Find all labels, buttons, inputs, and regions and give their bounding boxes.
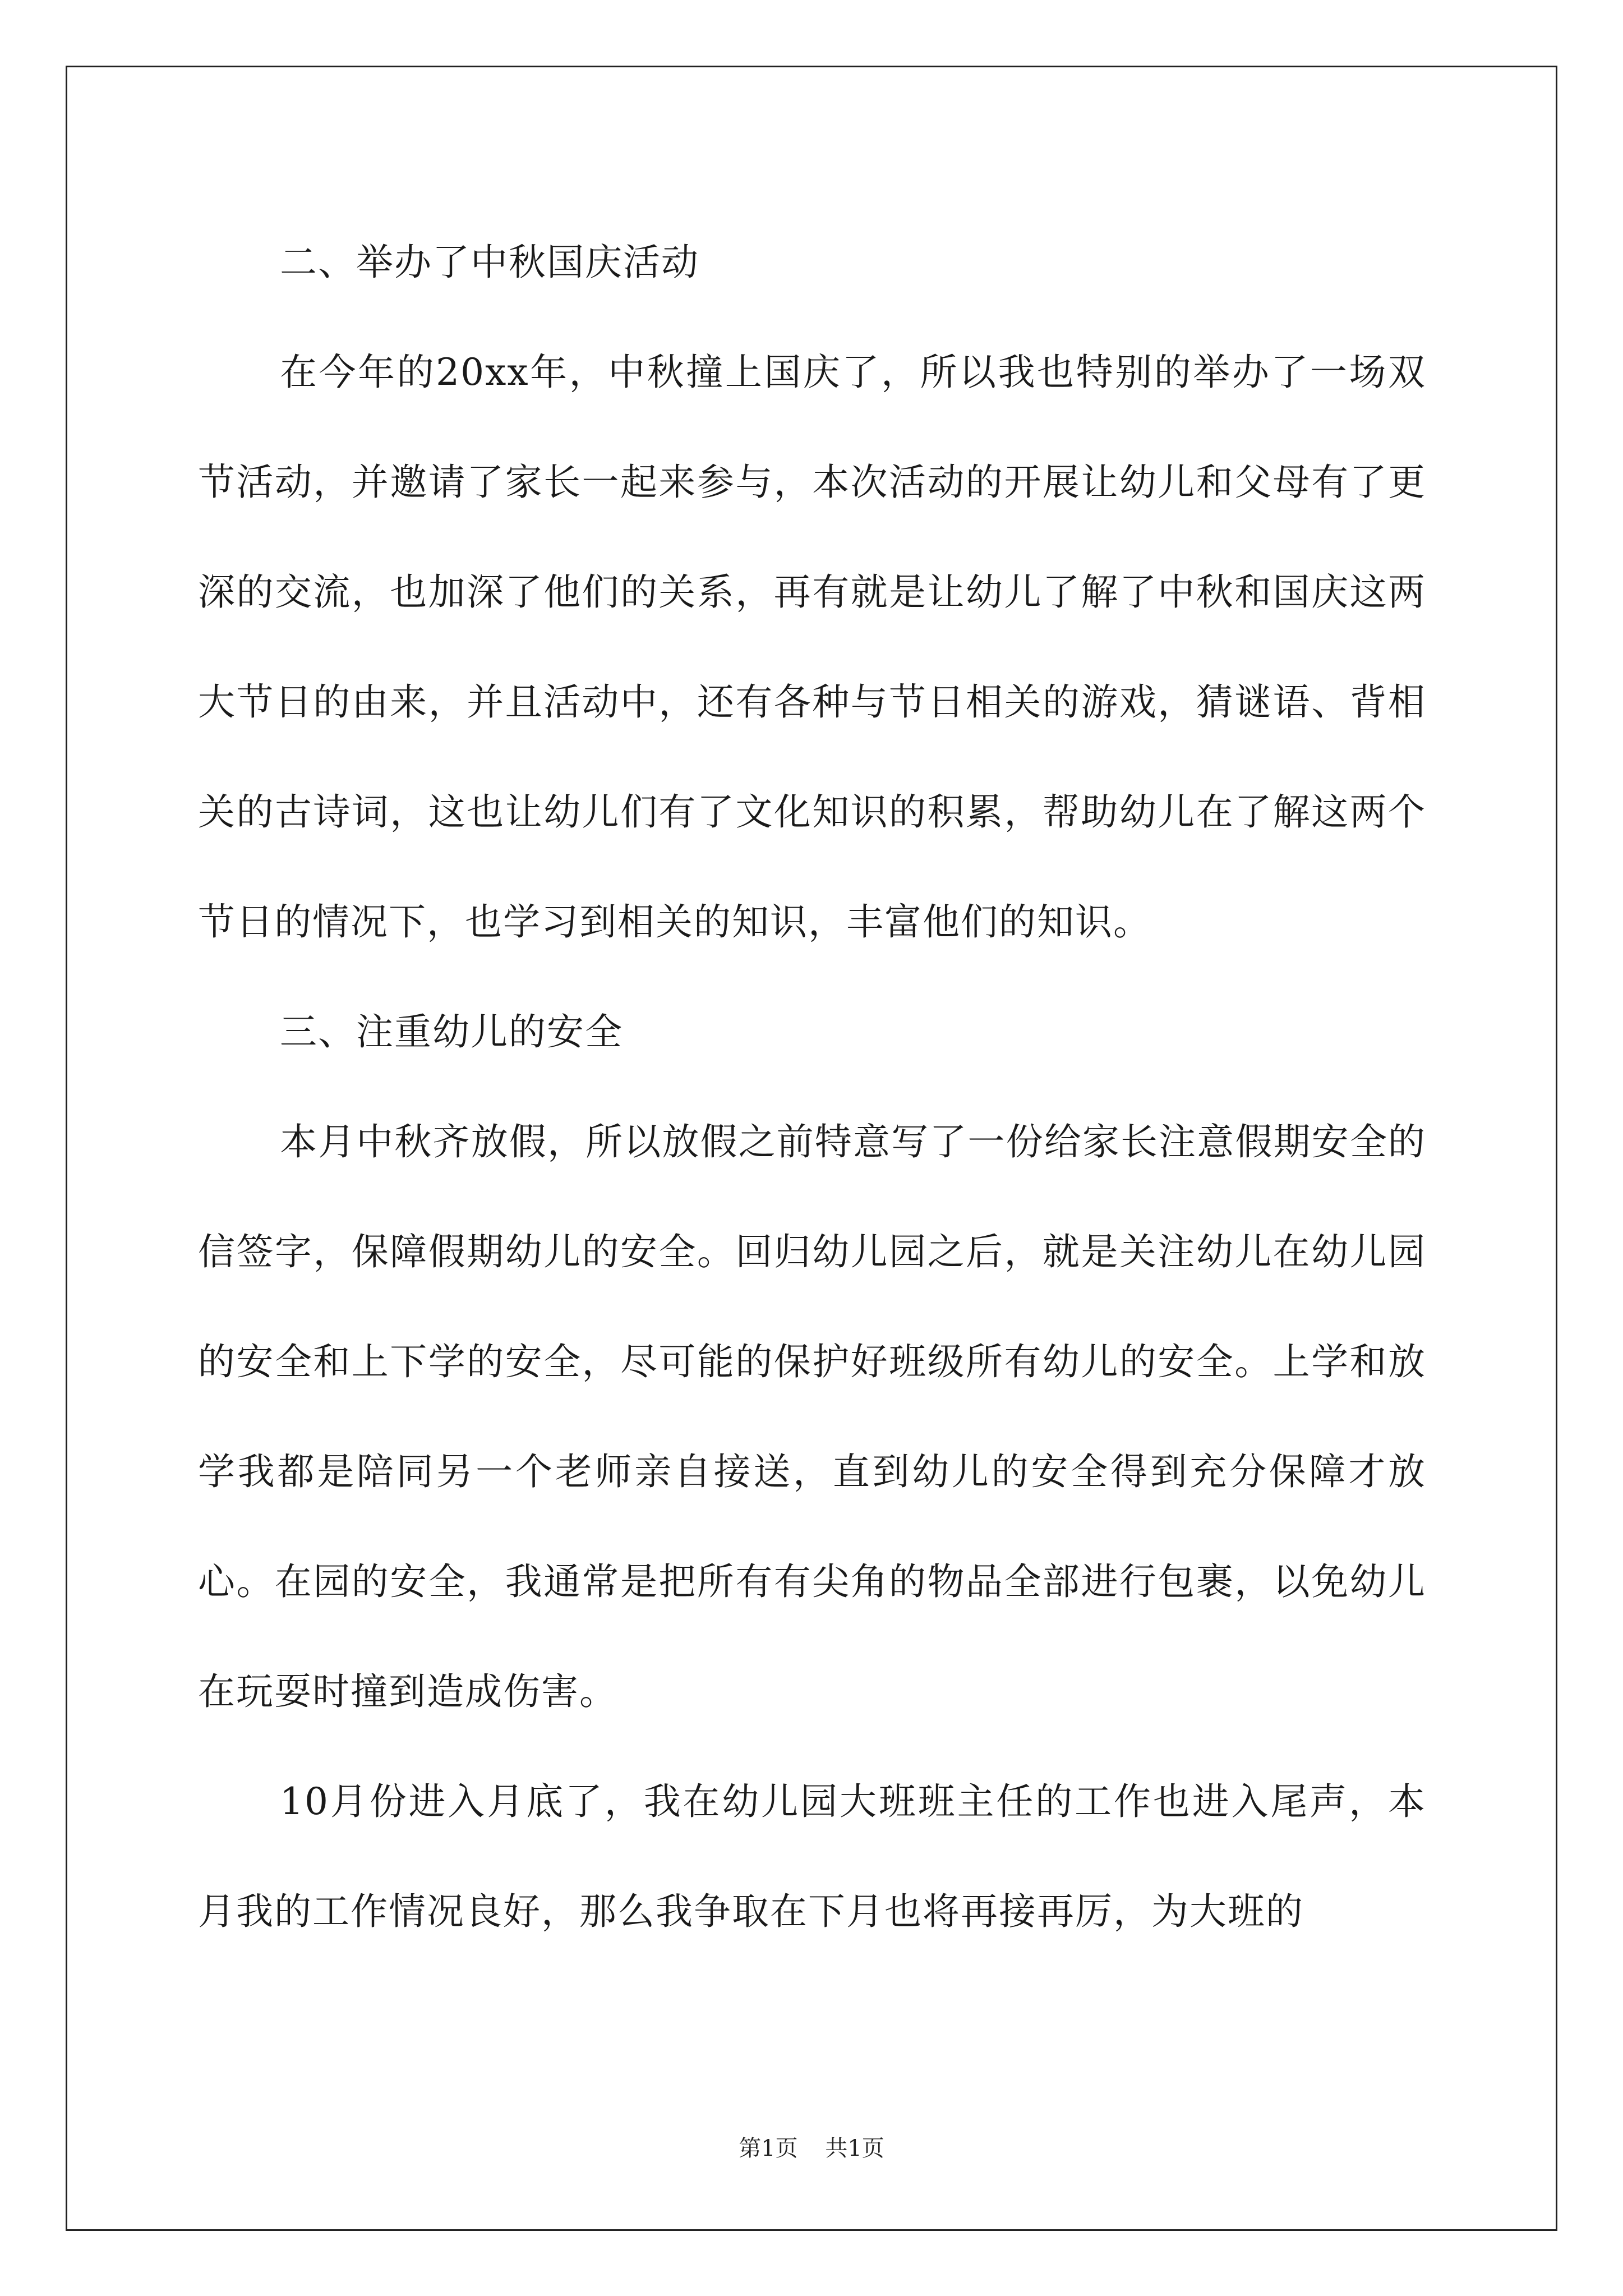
document-body	[198, 208, 1426, 1967]
paragraph-festival-activity: 在今年的20xx年，中秋撞上国庆了，所以我也特别的举办了一场双节活动，并邀请了家长一起来参与，本次活动的开展让幼儿和父母有了更深的交流，也加深了他们的关系，再有就是让幼儿了解了中秋和国庆这两大节日的由来，并且活动中，还有各种与节日相关的游戏，猜谜语、背相关的古诗词，这也让幼儿们有了文化知识的积累，帮助幼儿在了解这两个节日的情况下，也学习到相关的知识，丰富他们的知识。	[198, 351, 1426, 944]
page-number-current: 第1页	[739, 2136, 798, 2161]
page-number-total: 共1页	[825, 2136, 884, 2161]
page-footer	[0, 2132, 1623, 2165]
paragraph-child-safety: 本月中秋齐放假，所以放假之前特意写了一份给家长注意假期安全的信签字，保障假期幼儿的安全。回归幼儿园之后，就是关注幼儿在幼儿园的安全和上下学的安全，尽可能的保护好班级所有幼儿的安全。上学和放学我都是陪同另一个老师亲自接送，直到幼儿的安全得到充分保障才放心。在园的安全，我通常是把所有有尖角的物品全部进行包裹，以免幼儿在玩耍时撞到造成伤害。	[198, 1120, 1426, 1713]
section-heading-3: 三、注重幼儿的安全	[280, 1010, 623, 1053]
paragraph-monthly-summary: 10月份进入月底了，我在幼儿园大班班主任的工作也进入尾声，本月我的工作情况良好，那么我争取在下月也将再接再厉，为大班的	[198, 1780, 1426, 1933]
section-heading-2: 二、举办了中秋国庆活动	[280, 241, 699, 284]
